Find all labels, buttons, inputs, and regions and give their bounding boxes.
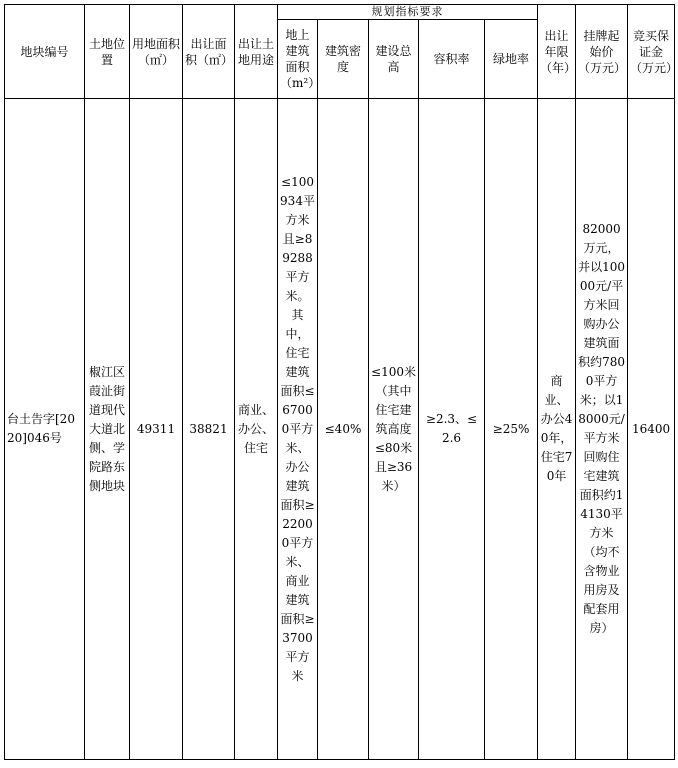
cell-start-price: 82000万元，并以10000元/平方米回购办公建筑面积约7800平方米；以18000元/平方米回购住宅建筑面积约14130平方米（均不含物业用房及配套用房） bbox=[576, 99, 628, 760]
cell-floor-area: ≤100934平方米且≥89288平方米。其中，住宅建筑面积≤67000平方米、办公建筑面积≥22000平方米、商业建筑面积≥3700平方米 bbox=[278, 99, 318, 760]
header-planning-group: 规划指标要求 bbox=[278, 5, 538, 20]
cell-far: ≥2.3、≤2.6 bbox=[419, 99, 485, 760]
cell-transfer-area: 38821 bbox=[183, 99, 235, 760]
header-density: 建筑密度 bbox=[318, 20, 369, 99]
header-transfer-area: 出让面积（㎡） bbox=[183, 5, 235, 99]
header-start-price: 挂牌起始价（万元） bbox=[576, 5, 628, 99]
header-location: 土地位置 bbox=[85, 5, 130, 99]
cell-location: 椒江区葭沚街道现代大道北侧、学院路东侧地块 bbox=[85, 99, 130, 760]
cell-deposit: 16400 bbox=[628, 99, 675, 760]
header-use: 出让土地用途 bbox=[235, 5, 278, 99]
header-floor-area: 地上建筑面积（m²） bbox=[278, 20, 318, 99]
table-row bbox=[5, 99, 675, 760]
cell-green: ≥25% bbox=[485, 99, 538, 760]
header-total-area: 用地面积（㎡） bbox=[130, 5, 183, 99]
cell-use: 商业、办公、住宅 bbox=[235, 99, 278, 760]
header-row-top bbox=[5, 5, 675, 20]
header-parcel-no: 地块编号 bbox=[5, 5, 85, 99]
cell-term: 商业、办公40年，住宅70年 bbox=[538, 99, 576, 760]
header-far: 容积率 bbox=[419, 20, 485, 99]
cell-height: ≤100米（其中住宅建筑高度≤80米且≥36米） bbox=[369, 99, 419, 760]
header-term: 出让年限（年） bbox=[538, 5, 576, 99]
header-deposit: 竞买保证金（万元） bbox=[628, 5, 675, 99]
land-auction-table bbox=[4, 4, 678, 760]
header-green: 绿地率 bbox=[485, 20, 538, 99]
header-height: 建设总高 bbox=[369, 20, 419, 99]
cell-density: ≤40% bbox=[318, 99, 369, 760]
cell-parcel-no: 台土告字[2020]046号 bbox=[5, 99, 85, 760]
cell-total-area: 49311 bbox=[130, 99, 183, 760]
